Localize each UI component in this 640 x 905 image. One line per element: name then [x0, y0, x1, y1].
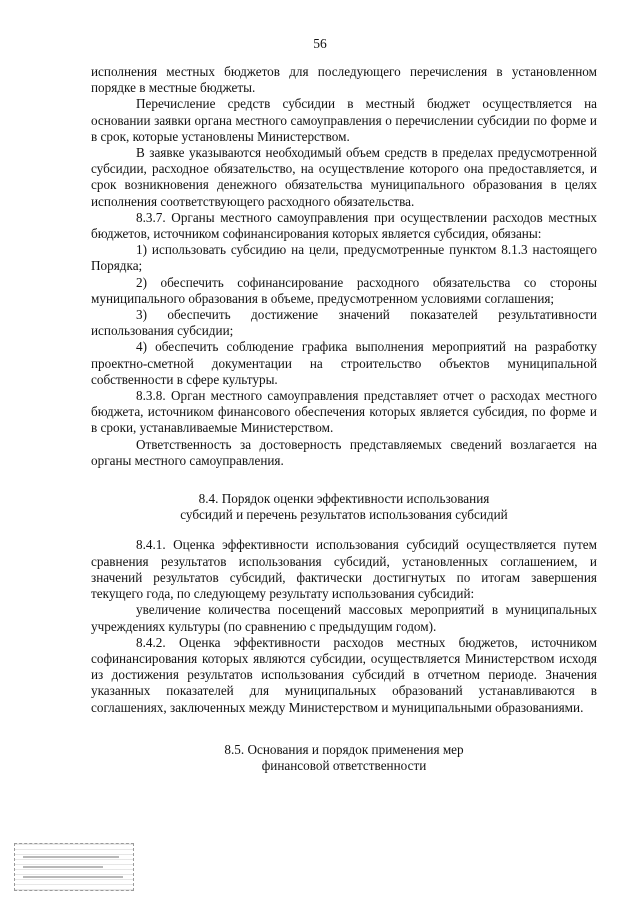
- heading-line: финансовой ответственности: [261, 757, 427, 773]
- paragraph: Перечисление средств субсидии в местный бюджет осуществляется на основании заявки органа местного самоуправления о перечислении субсидии по форме и в срок, которые установлены Министерством.: [91, 96, 597, 144]
- paragraph: увеличение количества посещений массовых мероприятий в муниципальных учреждениях культуры (по сравнению с предыдущим годом).: [91, 602, 597, 634]
- registration-stamp: [14, 843, 134, 891]
- paragraph: исполнения местных бюджетов для последующего перечисления в установленном порядке в местные бюджеты.: [91, 64, 597, 96]
- heading-line: 8.5. Основания и порядок применения мер: [224, 741, 464, 757]
- list-item: 1) использовать субсидию на цели, предусмотренные пунктом 8.1.3 настоящего Порядка;: [91, 242, 597, 274]
- paragraph: 8.3.7. Органы местного самоуправления при осуществлении расходов местных бюджетов, источником софинансирования которых является субсидия, обязаны:: [91, 209, 597, 242]
- paragraph: Ответственность за достоверность представляемых сведений возлагается на органы местного самоуправления.: [91, 436, 597, 468]
- heading-line: субсидий и перечень результатов использования субсидий: [180, 507, 508, 523]
- section-heading-8-4: [91, 491, 597, 523]
- heading-line: 8.4. Порядок оценки эффективности использования: [198, 491, 490, 507]
- list-item: 4) обеспечить соблюдение графика выполнения мероприятий на разработку проектно-сметной документации на строительство объектов муниципальной собственности в сфере культуры.: [91, 339, 597, 387]
- section-heading-8-5: [91, 742, 597, 774]
- paragraph: В заявке указываются необходимый объем средств в пределах предусмотренной субсидии, расходное обязательство, на осуществление которого она предоставляется, и срок возникновения денежного обязательства муниципального образования в целях исполнения соответствующего расходного обязательства.: [91, 145, 597, 209]
- paragraph: 8.4.1. Оценка эффективности использования субсидий осуществляется путем сравнения результатов использования субсидий, установленных соглашением, и значений результатов субсидий, фактически достигнутых по итогам завершения текущего года, по следующему результату использования субсидий:: [91, 537, 597, 602]
- list-item: 3) обеспечить достижение значений показателей результативности использования субсидии;: [91, 307, 597, 339]
- list-item: 2) обеспечить софинансирование расходного обязательства со стороны муниципального образования в объеме, предусмотренном условиями соглашения;: [91, 274, 597, 306]
- document-body: [91, 64, 597, 774]
- paragraph: 8.4.2. Оценка эффективности расходов местных бюджетов, источником софинансирования которых являются субсидии, осуществляется Министерством исходя из достижения результатов использования субсидий в отчетном периоде. Значения указанных показателей для муниципальных образований устанавливаются в соглашениях, заключенных между Министерством и муниципальными образованиями.: [91, 634, 597, 715]
- page-number: 56: [313, 36, 327, 51]
- paragraph: 8.3.8. Орган местного самоуправления представляет отчет о расходах местного бюджета, источником финансового обеспечения которых является субсидия, по форме и в сроки, устанавливаемые Министерством.: [91, 388, 597, 436]
